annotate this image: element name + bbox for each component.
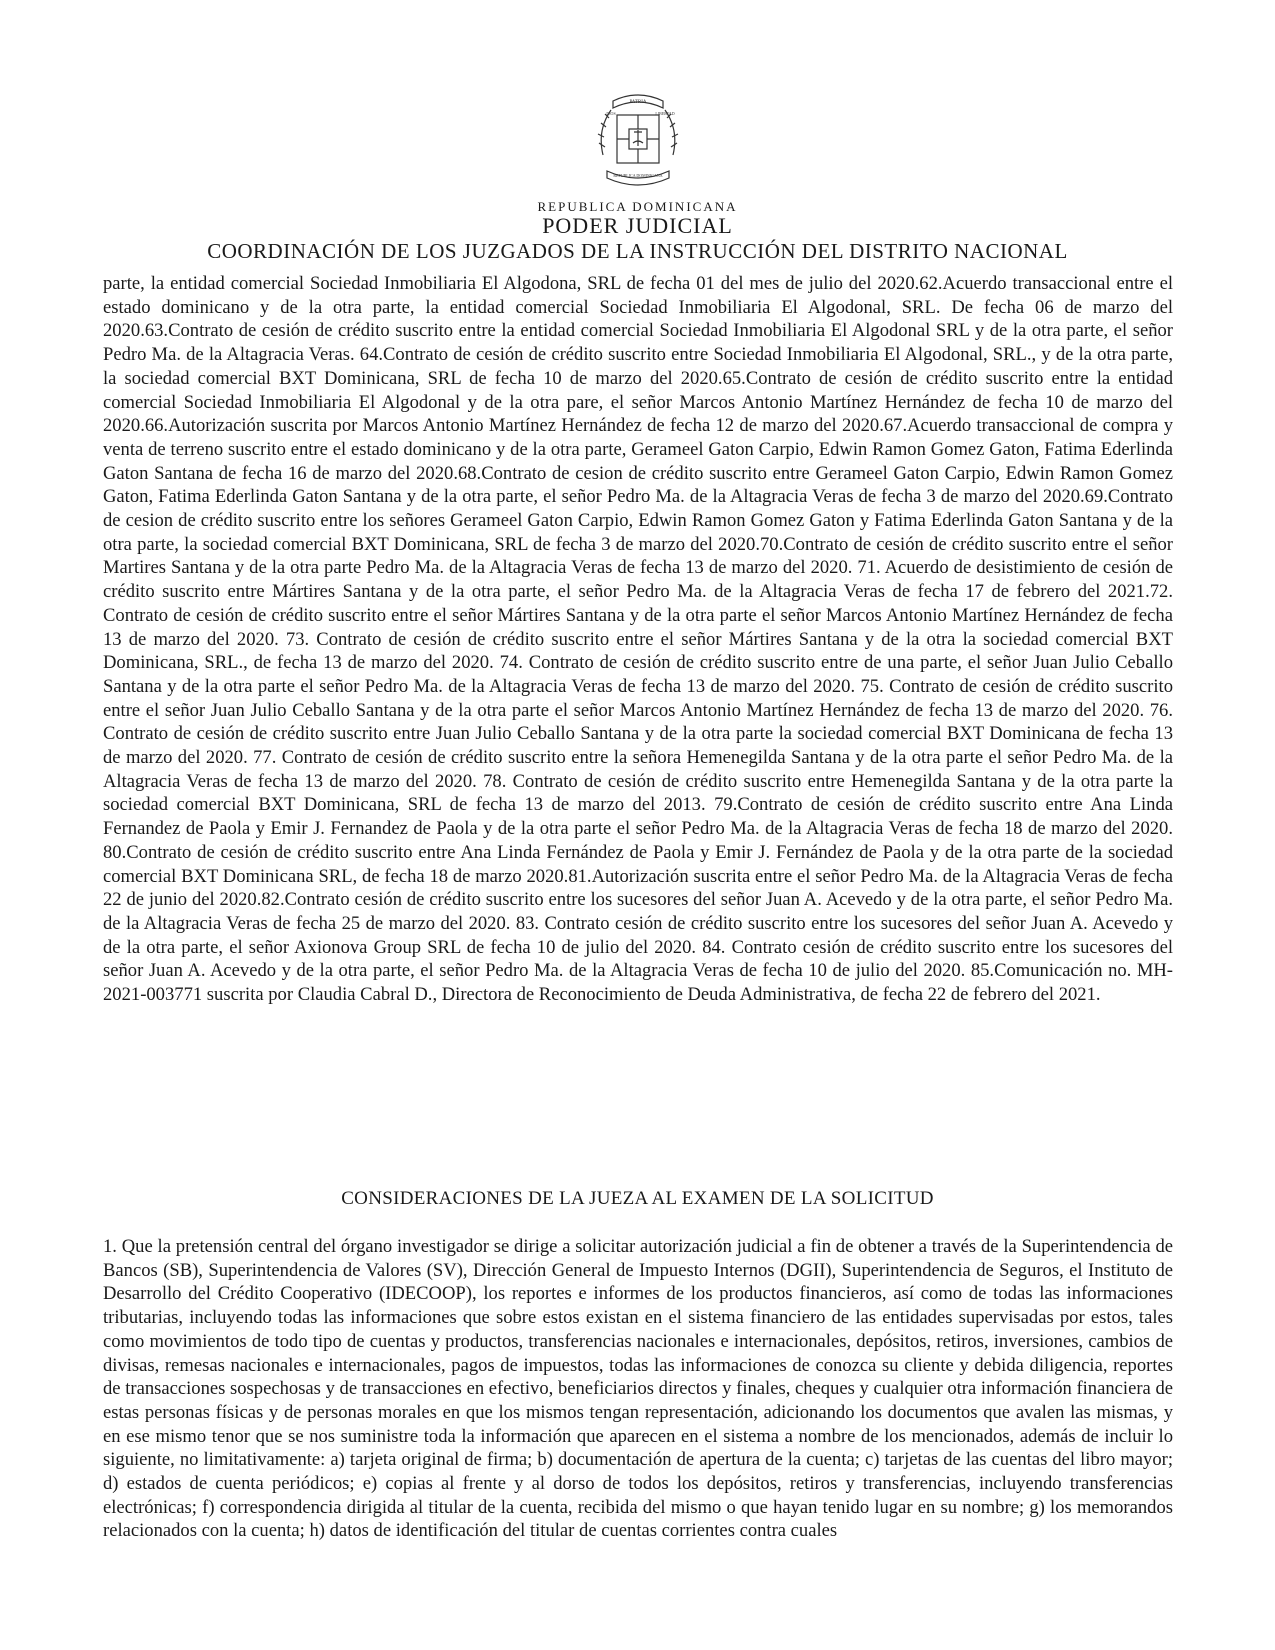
consideration-paragraph-1: 1. Que la pretensión central del órgano investigador se dirige a solicitar autorización judicial a fin de obtener a través de la Superintendencia de Bancos (SB), Superintendencia de Valores (SV), Dirección General de Impuesto Internos (DGII), Superintendencia de Seguros, el Instituto de Desarrollo del Crédito Cooperativo (IDECOOP), los reportes e informes de los productos financieros, así como de todas las informaciones tributarias, incluyendo todas las informaciones que sobre estos existan en el sistema financiero de las entidades supervisadas por estos, tales como movimientos de todo tipo de cuentas y productos, transferencias nacionales e internacionales, depósitos, retiros, inversiones, cambios de divisas, remesas nacionales e internacionales, pagos de impuestos, todas las informaciones de conozca su cliente y debida diligencia, reportes de transacciones sospechosas y de transacciones en efectivo, beneficiarios directos y finales, cheques y cualquier otra información financiera de estas personas físicas y de personas morales en que los mismos tengan representación, adicionando los documentos que avalen las mismas, y en ese mismo tenor que se nos suministre toda la información que aparecen en el sistema a nombre de los mencionados, además de incluir lo siguiente, no limitativamente: a) tarjeta original de firma; b) documentación de apertura de la cuenta; c) tarjetas de las cuentas del libro mayor; d) estados de cuenta periódicos; e) copias al frente y al dorso de todos los depósitos, retiros y transferencias, incluyendo transferencias electrónicas; f) correspondencia dirigida al titular de la cuenta, recibida del mismo o que hayan tenido lugar en su nombre; g) los memorandos relacionados con la cuenta; h) datos de identificación del titular de cuentas corrientes contra cuales bbox=[103, 1236, 1173, 1542]
section-title: CONSIDERACIONES DE LA JUEZA AL EXAMEN DE LA SOLICITUD bbox=[341, 1188, 934, 1209]
institution-name: PODER JUDICIAL bbox=[542, 213, 733, 238]
document-header bbox=[0, 85, 1275, 264]
republic-name: REPUBLICA DOMINICANA bbox=[537, 199, 738, 214]
seal-text-top: PATRIA bbox=[628, 100, 647, 105]
coordination-title: COORDINACIÓN DE LOS JUZGADOS DE LA INSTRUCCIÓN DEL DISTRITO NACIONAL bbox=[207, 239, 1068, 263]
seal-text-bottom: REPUBLICA DOMINICANA bbox=[612, 173, 663, 178]
seal-text-right: LIBERTAD bbox=[654, 111, 675, 116]
evidence-list-paragraph: parte, la entidad comercial Sociedad Inmobiliaria El Algodona, SRL de fecha 01 del mes de julio del 2020.62.Acuerdo transaccional entre el estado dominicano y de la otra parte, la entidad comercial Sociedad Inmobiliaria El Algodonal, SRL. De fecha 06 de marzo del 2020.63.Contrato de cesión de crédito suscrito entre la entidad comercial Sociedad Inmobiliaria El Algodonal SRL y de la otra parte, el señor Pedro Ma. de la Altagracia Veras. 64.Contrato de cesión de crédito suscrito entre Sociedad Inmobiliaria El Algodonal, SRL., y de la otra parte, la sociedad comercial BXT Dominicana, SRL de fecha 10 de marzo del 2020.65.Contrato de cesión de crédito suscrito entre la entidad comercial Sociedad Inmobiliaria El Algodonal y de la otra pare, el señor Marcos Antonio Martínez Hernández de fecha 10 de marzo del 2020.66.Autorización suscrita por Marcos Antonio Martínez Hernández de fecha 12 de marzo del 2020.67.Acuerdo transaccional de compra y venta de terreno suscrito entre el estado dominicano y de la otra parte, Gerameel Gaton Carpio, Edwin Ramon Gomez Gaton, Fatima Ederlinda Gaton Santana de fecha 16 de marzo del 2020.68.Contrato de cesion de crédito suscrito entre Gerameel Gaton Carpio, Edwin Ramon Gomez Gaton, Fatima Ederlinda Gaton Santana y de la otra parte, el señor Pedro Ma. de la Altagracia Veras de fecha 3 de marzo del 2020.69.Contrato de cesion de crédito suscrito entre los señores Gerameel Gaton Carpio, Edwin Ramon Gomez Gaton y Fatima Ederlinda Gaton Santana y de la otra parte, la sociedad comercial BXT Dominicana, SRL de fecha 3 de marzo del 2020.70.Contrato de cesión de crédito suscrito entre el señor Martires Santana y de la otra parte Pedro Ma. de la Altagracia Veras de fecha 13 de marzo del 2020. 71. Acuerdo de desistimiento de cesión de crédito suscrito entre Mártires Santana y de la otra parte, el señor Pedro Ma. de la Altagracia Veras de fecha 17 de febrero del 2021.72. Contrato de cesión de crédito suscrito entre el señor Mártires Santana y de la otra parte el señor Marcos Antonio Martínez Hernández de fecha 13 de marzo del 2020. 73. Contrato de cesión de crédito suscrito entre el señor Mártires Santana y de la otra la sociedad comercial BXT Dominicana, SRL., de fecha 13 de marzo del 2020. 74. Contrato de cesión de crédito suscrito entre de una parte, el señor Juan Julio Ceballo Santana y de la otra parte el señor Pedro Ma. de la Altagracia Veras de fecha 13 de marzo del 2020. 75. Contrato de cesión de crédito suscrito entre el señor Juan Julio Ceballo Santana y de la otra parte el señor Marcos Antonio Martínez Hernández de fecha 13 de marzo del 2020. 76. Contrato de cesión de crédito suscrito entre Juan Julio Ceballo Santana y de la otra parte la sociedad comercial BXT Dominicana de fecha 13 de marzo del 2020. 77. Contrato de cesión de crédito suscrito entre la señora Hemenegilda Santana y de la otra parte el señor Pedro Ma. de la Altagracia Veras de fecha 13 de marzo del 2020. 78. Contrato de cesión de crédito suscrito entre Hemenegilda Santana y de la otra parte la sociedad comercial BXT Dominicana, SRL de fecha 13 de marzo del 2013. 79.Contrato de cesión de crédito suscrito entre Ana Linda Fernandez de Paola y Emir J. Fernandez de Paola y de la otra parte el señor Pedro Ma. de la Altagracia Veras de fecha 18 de marzo del 2020. 80.Contrato de cesión de crédito suscrito entre Ana Linda Fernández de Paola y Emir J. Fernández de Paola y de la otra parte de la sociedad comercial BXT Dominicana SRL, de fecha 18 de marzo 2020.81.Autorización suscrita entre el señor Pedro Ma. de la Altagracia Veras de fecha 22 de junio del 2020.82.Contrato cesión de crédito suscrito entre los sucesores del señor Juan A. Acevedo y de la otra parte, el señor Pedro Ma. de la Altagracia Veras de fecha 25 de marzo del 2020. 83. Contrato cesión de crédito suscrito entre los sucesores del señor Juan A. Acevedo y de la otra parte, el señor Axionova Group SRL de fecha 10 de julio del 2020. 84. Contrato cesión de crédito suscrito entre los sucesores del señor Juan A. Acevedo y de la otra parte, el señor Pedro Ma. de la Altagracia Veras de fecha 10 de julio del 2020. 85.Comunicación no. MH-2021-003771 suscrita por Claudia Cabral D., Directora de Reconocimiento de Deuda Administrativa, de fecha 22 de febrero del 2021. bbox=[103, 273, 1173, 1006]
seal-text-left: DIOS bbox=[605, 111, 616, 116]
coat-of-arms-seal bbox=[583, 85, 693, 195]
